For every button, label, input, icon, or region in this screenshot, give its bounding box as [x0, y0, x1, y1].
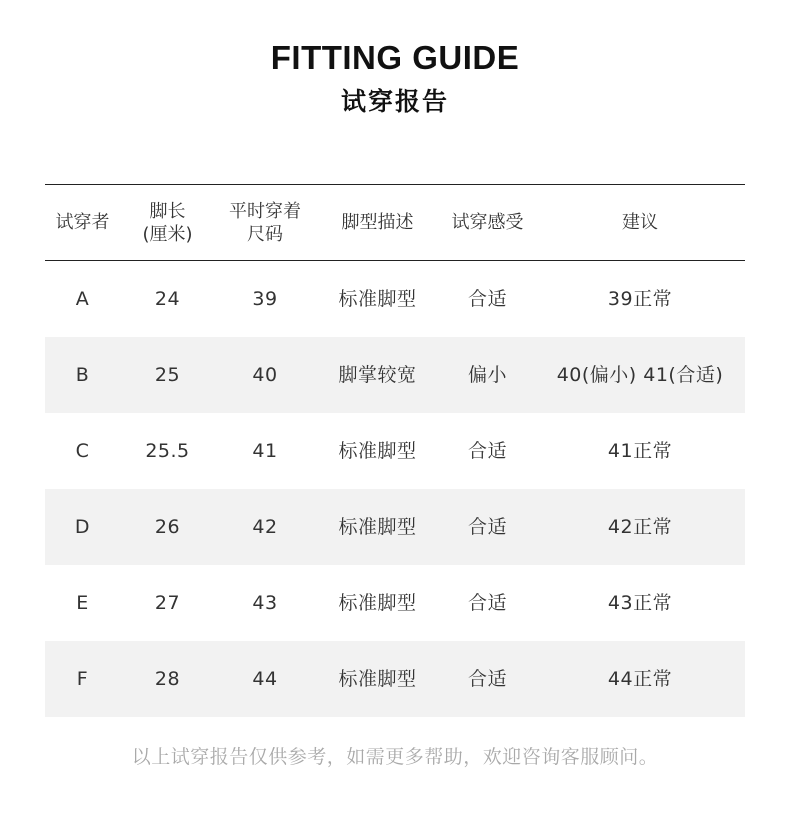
- header-foot-shape: 脚型描述: [341, 212, 414, 233]
- cell-suggestion: 41正常: [607, 439, 673, 462]
- cell-foot-shape: 标准脚型: [338, 591, 417, 614]
- table-row: [45, 261, 745, 337]
- cell-fit-feeling: 合适: [467, 667, 507, 690]
- header-fit-feeling: 试穿感受: [451, 212, 524, 233]
- table-row: [45, 489, 745, 565]
- table-row: [45, 565, 745, 641]
- header-usual-size: 平时穿着 尺码: [229, 200, 301, 245]
- table-header-row: [45, 185, 745, 261]
- cell-suggestion: 42正常: [607, 515, 673, 538]
- cell-tester: E: [76, 591, 89, 614]
- cell-tester: D: [74, 515, 91, 538]
- title-english: FITTING GUIDE: [270, 39, 520, 76]
- cell-foot-shape: 标准脚型: [338, 287, 417, 310]
- table-row: [45, 641, 745, 717]
- cell-foot-shape: 脚掌较宽: [338, 363, 417, 386]
- cell-foot-shape: 标准脚型: [338, 439, 417, 462]
- cell-fit-feeling: 合适: [467, 515, 507, 538]
- cell-tester: A: [75, 287, 90, 310]
- cell-suggestion: 43正常: [607, 591, 673, 614]
- cell-foot-length: 25.5: [145, 439, 190, 462]
- cell-foot-shape: 标准脚型: [338, 667, 417, 690]
- cell-foot-length: 24: [154, 287, 181, 310]
- cell-tester: B: [75, 363, 90, 386]
- cell-usual-size: 44: [252, 667, 278, 690]
- cell-usual-size: 40: [252, 363, 278, 386]
- fitting-table: [45, 184, 745, 717]
- cell-foot-length: 27: [154, 591, 181, 614]
- cell-fit-feeling: 合适: [467, 287, 507, 310]
- table-row: [45, 413, 745, 489]
- cell-fit-feeling: 合适: [467, 439, 507, 462]
- title-chinese: 试穿报告: [340, 87, 449, 116]
- cell-usual-size: 43: [252, 591, 278, 614]
- table-row: [45, 337, 745, 413]
- cell-usual-size: 39: [252, 287, 278, 310]
- cell-suggestion: 40(偏小) 41(合适): [556, 363, 724, 386]
- cell-usual-size: 42: [252, 515, 278, 538]
- header-foot-length: 脚长 (厘米): [142, 200, 193, 245]
- footer-note: 以上试穿报告仅供参考，如需更多帮助，欢迎咨询客服顾问。: [131, 746, 659, 768]
- cell-suggestion: 39正常: [607, 287, 673, 310]
- cell-tester: F: [76, 667, 89, 690]
- cell-foot-length: 28: [154, 667, 181, 690]
- cell-foot-length: 26: [154, 515, 181, 538]
- cell-foot-length: 25: [154, 363, 181, 386]
- header-tester: 试穿者: [55, 212, 110, 233]
- cell-foot-shape: 标准脚型: [338, 515, 417, 538]
- header-suggestion: 建议: [622, 212, 658, 233]
- cell-fit-feeling: 合适: [467, 591, 507, 614]
- cell-suggestion: 44正常: [607, 667, 673, 690]
- cell-fit-feeling: 偏小: [467, 363, 507, 386]
- cell-tester: C: [75, 439, 90, 462]
- cell-usual-size: 41: [252, 439, 278, 462]
